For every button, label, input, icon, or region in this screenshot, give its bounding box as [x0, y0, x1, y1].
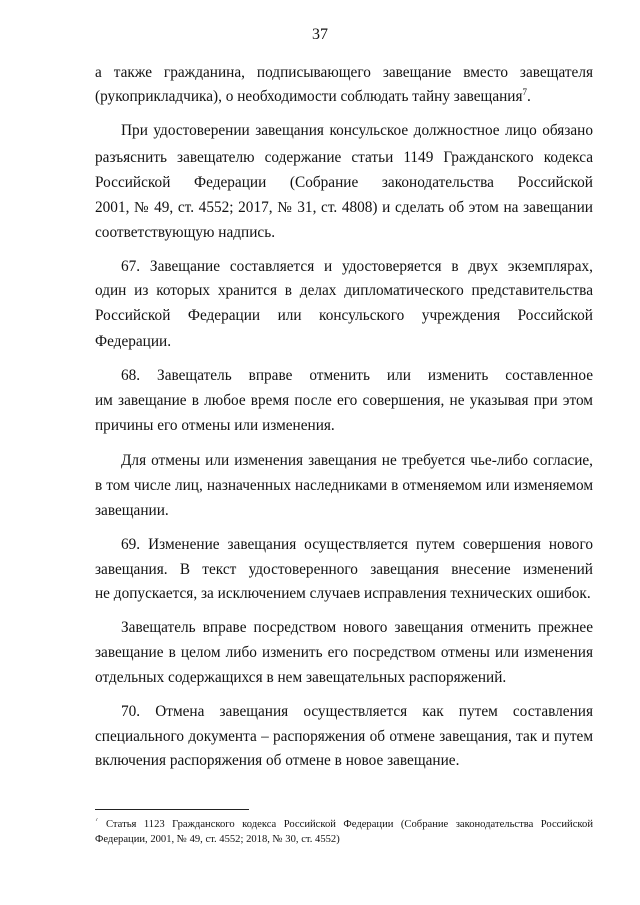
text-line: отдельных содержащихся в нем завещательных распоряжений.: [95, 669, 507, 686]
text-line: 69. Изменение завещания осуществляется путем совершения нового: [121, 536, 593, 553]
footnote-reference[interactable]: 7: [522, 87, 528, 97]
text-line: им завещание в любое время после его совершения, не указывая при этом: [95, 392, 593, 409]
footnote-line: Федерации, 2001, № 49, ст. 4552; 2018, № 30, ст. 4552): [95, 834, 340, 845]
text-line: 2001, № 49, ст. 4552; 2017, № 31, ст. 4808) и сделать об этом на завещании: [95, 199, 593, 216]
text-line: 67. Завещание составляется и удостоверяется в двух экземплярах,: [121, 258, 593, 275]
text-line: завещании.: [95, 502, 169, 519]
text-line: Для отмены или изменения завещания не требуется чье-либо согласие,: [121, 452, 593, 469]
text-line: а также гражданина, подписывающего завещание вместо завещателя: [95, 64, 593, 81]
text-line: один из которых хранится в делах дипломатического представительства: [95, 282, 593, 299]
text-line: 68. Завещатель вправе отменить или изменить составленное: [121, 367, 593, 384]
punctuation: .: [527, 88, 531, 105]
text-line: Российской Федерации (Собрание законодательства Российской: [95, 174, 593, 191]
text-line: не допускается, за исключением случаев исправления технических ошибок.: [95, 585, 591, 602]
text-line: завещание в целом либо изменить его посредством отмены или изменения: [95, 644, 593, 661]
text-line: 70. Отмена завещания осуществляется как путем составления: [121, 703, 593, 720]
footnote-divider: [95, 809, 249, 810]
text-line: причины его отмены или изменения.: [95, 417, 335, 434]
text-line: соответствующую надпись.: [95, 224, 276, 241]
text-line: в том числе лиц, назначенных наследниками в отменяемом или изменяемом: [95, 477, 593, 494]
footnote-line: $^7$ Статья 1123 Гражданского кодекса Российской Федерации (Собрание законодательства Российской: [95, 818, 593, 832]
page-number: 37: [312, 26, 328, 43]
text-line: (рукоприкладчика), о необходимости соблюдать тайну завещания$^7$.: [95, 87, 531, 105]
text-line: разъяснить завещателю содержание статьи 1149 Гражданского кодекса: [95, 149, 593, 166]
text-line: включения распоряжения об отмене в новое завещание.: [95, 752, 460, 769]
text-line: завещания. В текст удостоверенного завещания внесение изменений: [95, 561, 593, 578]
text-line: Федерации.: [95, 333, 172, 350]
text-line: Российской Федерации или консульского учреждения Российской: [95, 307, 593, 324]
text-line: Завещатель вправе посредством нового завещания отменить прежнее: [121, 619, 593, 636]
text-line: специального документа – распоряжения об отмене завещания, так и путем: [95, 728, 593, 745]
footnote-marker: 7: [95, 818, 99, 823]
text-line: При удостоверении завещания консульское должностное лицо обязано: [121, 122, 593, 139]
